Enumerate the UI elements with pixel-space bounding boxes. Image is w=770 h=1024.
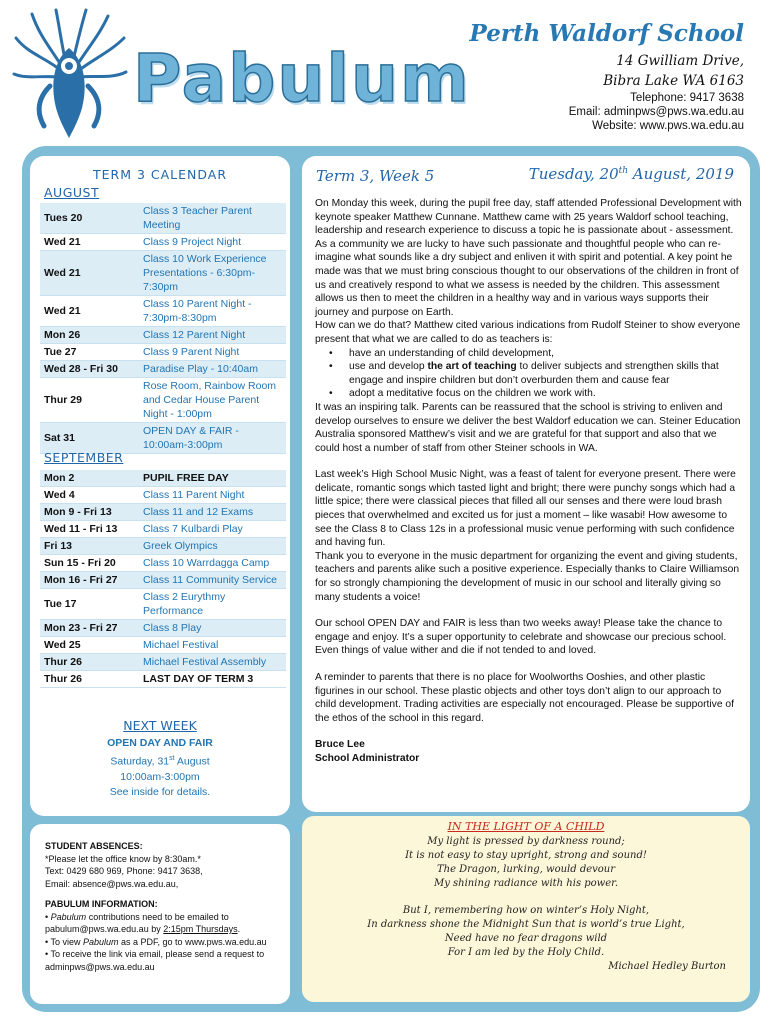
calendar-date: Tue 27: [44, 346, 77, 358]
august-events: [40, 203, 286, 454]
newsletter-masthead: Pabulum: [133, 40, 471, 117]
calendar-date: Fri 13: [40, 538, 143, 554]
next-week-event: OPEN DAY AND FAIR: [107, 737, 213, 749]
poem-title: IN THE LIGHT OF A CHILD: [447, 820, 605, 833]
calendar-event: Class 10 Warrdagga Camp: [143, 557, 270, 569]
calendar-row: [40, 504, 286, 521]
poem-line: My shining radiance with his power.: [433, 878, 619, 889]
calendar-date: Wed 11 - Fri 13: [44, 523, 118, 535]
calendar-date: Mon 9 - Fri 13: [40, 504, 143, 520]
article-date: Tuesday, 20th August, 2019: [528, 165, 734, 183]
calendar-row: [40, 327, 286, 344]
calendar-event: Class 9 Project Night: [143, 236, 242, 248]
next-week-box: [30, 718, 290, 800]
poem-stanza: [310, 904, 742, 960]
pabulum-info-heading: PABULUM INFORMATION:: [45, 899, 158, 909]
calendar-row: [40, 572, 286, 589]
calendar-row: [40, 671, 286, 688]
poem-author: Michael Hedley Burton: [608, 961, 726, 972]
calendar-row: [40, 487, 286, 504]
calendar-date: Mon 16 - Fri 27: [40, 572, 143, 588]
administrator-article: [315, 197, 743, 766]
month-august: AUGUST: [44, 185, 100, 200]
next-week-time: 10:00am-3:00pm: [120, 770, 200, 783]
info-item: • Pabulum contributions need to be emailed to pabulum@pws.wa.edu.au by 2:15pm Thursdays.: [45, 911, 241, 934]
calendar-date: Wed 21: [44, 305, 81, 317]
calendar-date: Tue 17: [44, 598, 77, 610]
calendar-title: TERM 3 CALENDAR: [92, 167, 228, 182]
signoff-title: School Administrator: [315, 752, 420, 764]
calendar-date: Wed 25: [44, 639, 81, 651]
calendar-date: Thur 29: [44, 394, 82, 406]
address-line-1: 14 Gwilliam Drive,: [616, 53, 744, 69]
article-paragraph: On Monday this week, during the pupil free day, staff attended Professional Development with keynote speaker Matthew Cunnane. Matthew came with 25 years Waldorf school teaching, leadership and research experience to discuss a topic he is passionate about - assessment.: [315, 198, 742, 237]
article-paragraph: Our school OPEN DAY and FAIR is less than two weeks away! Please take the chance to engage and enjoy. It’s a super opportunity to celebrate and showcase our precious school. Even things of value wither and die if not tended to and loved.: [315, 618, 727, 657]
calendar-event: Class 10 Work Experience Presentations - 6:30pm-7:30pm: [143, 251, 286, 295]
article-paragraph: It was an inspiring talk. Parents can be reassured that the school is striving to enliven and develop ourselves to ensure we deliver the best Waldorf education we can. Steiner Education Australia sponsored Matthew’s visit and we are grateful for that support and also that we could host a number of staff from other Steiner schools in WA.: [315, 401, 741, 454]
calendar-row: [40, 589, 286, 620]
article-paragraph: Thank you to everyone in the music department for organizing the event and giving students, teachers and parents alike such a positive experience. Especially thanks to Claire Williamson for so strongly championing the development of music in our school and literally giving so many students a voice!: [315, 550, 740, 603]
calendar-date: Wed 21: [40, 251, 143, 295]
absences-heading: STUDENT ABSENCES:: [45, 841, 143, 851]
calendar-row: [40, 361, 286, 378]
poem-line: In darkness shone the Midnight Sun that is world’s true Light,: [367, 919, 685, 930]
address-line-2: Bibra Lake WA 6163: [603, 73, 744, 89]
calendar-event: OPEN DAY & FAIR - 10:00am-3:00pm: [143, 423, 286, 453]
calendar-row: [40, 620, 286, 637]
calendar-date: Wed 21: [44, 236, 81, 248]
poem-line: My light is pressed by darkness round;: [427, 836, 625, 847]
next-week-heading: NEXT WEEK: [123, 718, 197, 733]
calendar-event: Class 10 Parent Night - 7:30pm-8:30pm: [143, 298, 252, 324]
poem-line: The Dragon, lurking, would devour: [436, 864, 616, 875]
calendar-row: [40, 378, 286, 423]
article-paragraph: Last week’s High School Music Night, was a feast of talent for everyone present. There were delicate, romantic songs which tasted light and bright; there were punchy songs which had a little spice; there were classical pieces that filled all our senses and there were loud brash pieces that overwhelmed and excited us for just a moment – like wasabi! How awesome to see the Class 8 to Class 12s in a professional music venue performing with such confidence and having fun.: [315, 469, 736, 549]
next-week-date: Saturday, 31st August: [110, 755, 210, 768]
month-september: SEPTEMBER: [44, 450, 124, 465]
calendar-event: Class 11 Community Service: [143, 572, 286, 588]
notices: [45, 840, 283, 973]
calendar-event: PUPIL FREE DAY: [143, 470, 286, 486]
calendar-date: Tues 20: [40, 203, 143, 233]
poem-line: Need have no fear dragons wild: [444, 933, 608, 944]
poem-stanza: [310, 835, 742, 891]
calendar-row: [40, 538, 286, 555]
calendar-date: Wed 28 - Fri 30: [40, 361, 143, 377]
info-item: • To receive the link via email, please send a request to adminpws@pws.wa.edu.au: [45, 949, 265, 972]
calendar-row: [40, 344, 286, 361]
calendar-row: [40, 470, 286, 487]
teaching-list: [315, 347, 743, 401]
email-contact: Email: adminpws@pws.wa.edu.au: [568, 106, 744, 118]
calendar-event: LAST DAY OF TERM 3: [143, 673, 254, 685]
list-item: • use and develop the art of teaching to deliver subjects and strengthen skills that engage and inspire children but don’t overburden them and cause fear: [315, 360, 743, 387]
calendar-date: Mon 2: [40, 470, 143, 486]
calendar-row: [40, 521, 286, 538]
calendar-event: Class 8 Play: [143, 620, 286, 636]
calendar-event: Class 2 Eurythmy Performance: [143, 591, 226, 617]
calendar-event: Class 11 and 12 Exams: [143, 504, 286, 520]
absences-line: Email: absence@pws.wa.edu.au,: [45, 878, 179, 889]
signoff-name: Bruce Lee: [315, 739, 365, 751]
calendar-row: [40, 296, 286, 327]
article-paragraph: How can we do that? Matthew cited various indications from Rudolf Steiner to show everyone present that what we are called to do as teachers is:: [315, 320, 741, 345]
calendar-event: Rose Room, Rainbow Room and Cedar House Parent Night - 1:00pm: [143, 380, 277, 420]
poem-line: For I am led by the Holy Child.: [447, 947, 605, 958]
calendar-row: [40, 637, 286, 654]
article-paragraph: A reminder to parents that there is no place for Woolworths Ooshies, and other plastic figurines in our school. These plastic objects and other toys don’t align to our approach to child development. Trading activities are especially not encouraged. Please be supportive of the ethos of the school in this regard.: [315, 672, 734, 724]
calendar-row: [40, 203, 286, 234]
september-events: [40, 470, 286, 688]
calendar-date: Sat 31: [40, 423, 143, 453]
poem-line: But I, remembering how on winter’s Holy Night,: [402, 905, 650, 916]
poem-line: It is not easy to stay upright, strong and sound!: [405, 850, 647, 861]
calendar-row: [40, 555, 286, 572]
calendar-row: [40, 251, 286, 296]
term-week-heading: Term 3, Week 5: [316, 167, 435, 185]
calendar-event: Class 7 Kulbardi Play: [143, 523, 243, 535]
calendar-row: [40, 654, 286, 671]
calendar-date: Mon 23 - Fri 27: [40, 620, 143, 636]
website: Website: www.pws.wa.edu.au: [592, 120, 744, 132]
list-item: • adopt a meditative focus on the children we work with.: [315, 387, 743, 401]
calendar-date: Sun 15 - Fri 20: [44, 557, 116, 569]
absences-line: *Please let the office know by 8:30am.*: [45, 853, 201, 864]
calendar-event: Class 9 Parent Night: [143, 346, 240, 358]
school-contact-block: [470, 20, 744, 133]
info-item: • To view Pabulum as a PDF, go to www.pws.wa.edu.au: [45, 936, 267, 947]
calendar-event: Class 3 Teacher Parent Meeting: [143, 203, 286, 233]
poem: [310, 820, 742, 974]
article-paragraph: As a community we are lucky to have such passionate and thoughtful people who can re-imagine what sounds like a dry subject and enliven it with spirit and potential. A key point he made was that we must bring conscious thought to our observations of the children in front of us and creatively respond to what we assess is needed by the children. This assessment allows us then to meet the children in a healthy way and in various ways supports their journey and purpose on Earth.: [315, 238, 739, 318]
calendar-event: Class 11 Parent Night: [143, 489, 245, 501]
calendar-date: Mon 26: [40, 327, 143, 343]
calendar-date: Thur 26: [40, 654, 143, 670]
calendar-date: Thur 26: [44, 673, 82, 685]
next-week-note: See inside for details.: [109, 785, 211, 798]
calendar-event: Paradise Play - 10:40am: [143, 361, 286, 377]
calendar-date: Wed 4: [44, 489, 75, 501]
telephone: Telephone: 9417 3638: [630, 92, 744, 104]
absences-line: Text: 0429 680 969, Phone: 9417 3638,: [45, 866, 203, 876]
calendar-event: Michael Festival Assembly: [143, 654, 286, 670]
school-emblem-logo: [10, 8, 128, 140]
calendar-event: Greek Olympics: [143, 538, 286, 554]
school-name: Perth Waldorf School: [469, 20, 744, 47]
calendar-event: Class 12 Parent Night: [143, 327, 286, 343]
calendar-row: [40, 234, 286, 251]
calendar-event: Michael Festival: [143, 639, 219, 651]
list-item: • have an understanding of child development,: [315, 347, 743, 361]
